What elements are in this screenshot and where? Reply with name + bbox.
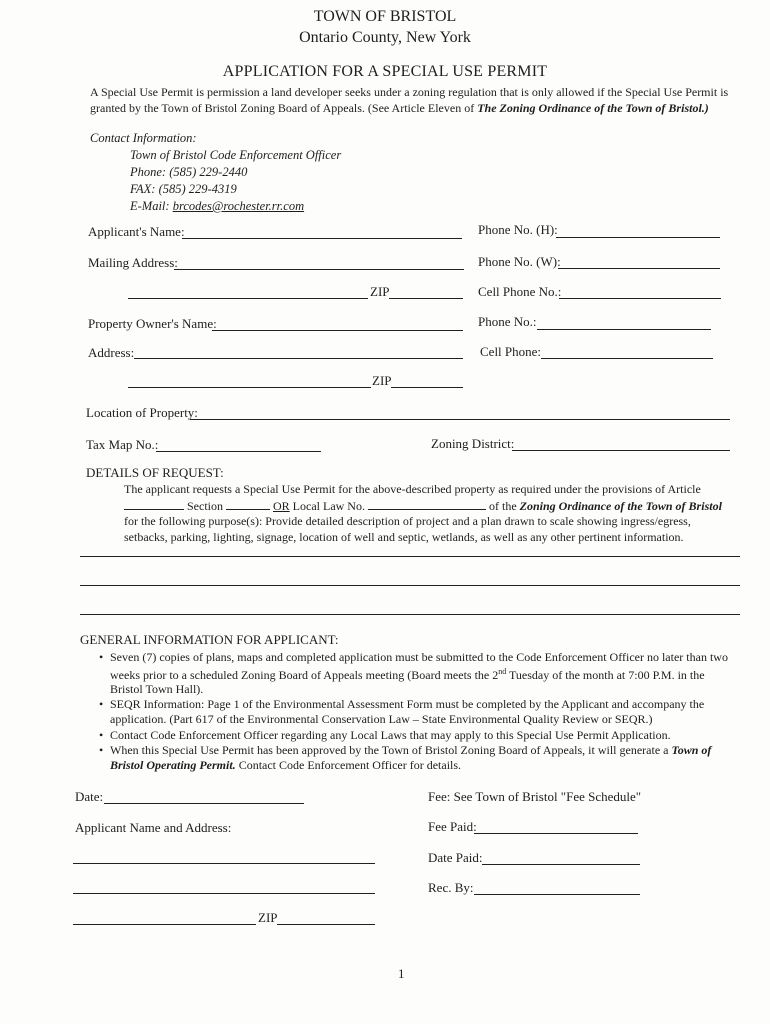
section-label: Section [187, 499, 223, 513]
tax-map-label: Tax Map No.: [86, 437, 159, 452]
contact-fax: FAX: (585) 229-4319 [130, 182, 237, 196]
applicant-name-field[interactable] [182, 238, 462, 239]
fee-schedule-label: Fee: See Town of Bristol "Fee Schedule" [428, 789, 642, 804]
phone-h-field[interactable] [556, 237, 720, 238]
general-bullet-1: • Seven (7) copies of plans, maps and completed application must be submitted to the Code Enforcement Officer no later than two weeks prior to a scheduled Zoning Board of Appeals meeting (Board meets the 2nd Tuesday of the month at 7:00 P.M. in the Bristol Town Hall). [99, 650, 728, 696]
bullet-icon: • [99, 697, 104, 711]
town-name: TOWN OF BRISTOL [313, 8, 457, 25]
applicant-name-label: Applicant's Name: [88, 224, 185, 239]
description-line-2[interactable] [80, 585, 740, 586]
applicant-address-line3-field[interactable] [73, 924, 256, 925]
bullet-icon: • [99, 650, 104, 664]
general-bullet-2: • SEQR Information: Page 1 of the Environmental Assessment Form must be completed by the Applicant and accompany the application. (Part 617 of the Environmental Conservation Law – State Environmental Quality Review or SEQR.) [99, 697, 705, 726]
contact-block [90, 130, 341, 215]
rec-by-label: Rec. By: [428, 880, 474, 895]
contact-heading: Contact Information: [90, 131, 197, 145]
contact-phone: Phone: (585) 229-2440 [130, 165, 248, 179]
details-heading: DETAILS OF REQUEST: [86, 465, 224, 480]
mailing-address-field[interactable] [174, 269, 464, 270]
zoning-district-field[interactable] [512, 450, 730, 451]
cell-phone-no-label: Cell Phone No.: [478, 284, 562, 299]
form-title: APPLICATION FOR A SPECIAL USE PERMIT [222, 63, 548, 80]
applicant-name-address-field-2[interactable] [73, 893, 375, 894]
intro-text: A Special Use Permit is permission a land developer seeks under a zoning regulation that is only allowed if the Special Use Permit is granted by the Town of Bristol Zoning Board of Appeals. (See Article Eleven of [90, 85, 729, 115]
description-line-3[interactable] [80, 614, 740, 615]
phone-h-label: Phone No. (H): [478, 222, 558, 237]
owner-phone-label: Phone No.: [478, 314, 537, 329]
contact-email-label: E-Mail: [130, 199, 173, 213]
phone-w-label: Phone No. (W): [478, 254, 561, 269]
owner-address-label: Address: [88, 345, 135, 360]
section-number-field[interactable] [226, 498, 270, 510]
cell-phone-no-field[interactable] [559, 298, 721, 299]
tax-map-field[interactable] [156, 451, 321, 452]
date-label: Date: [75, 789, 104, 804]
details-line3: for the following purpose(s): Provide detailed description of project and a plan drawn to scale showing ingress/egress, setbacks, parking, lighting, signage, location of well and septic, wetlands, as well as any other pertinent information. [124, 514, 691, 544]
section-field[interactable] [124, 498, 184, 510]
owner-address-field[interactable] [134, 358, 463, 359]
date-paid-label: Date Paid: [428, 850, 483, 865]
applicant-name-address-field-1[interactable] [73, 863, 375, 864]
mailing-address-line2-field[interactable] [128, 298, 368, 299]
ordinal-sup: nd [498, 666, 507, 676]
intro-ordinance: The Zoning Ordinance of the Town of Bristol.) [477, 101, 709, 115]
bullet-icon: • [99, 743, 104, 757]
local-law-label: Local Law No. [289, 499, 365, 513]
date-paid-field[interactable] [482, 864, 640, 865]
owner-name-label: Property Owner's Name: [88, 316, 217, 331]
footer-zip-label: ZIP [258, 910, 278, 925]
details-line2 [124, 498, 734, 514]
applicant-zip-label: ZIP [370, 284, 390, 299]
owner-phone-field[interactable] [537, 329, 711, 330]
applicant-zip-field[interactable] [389, 298, 463, 299]
applicant-name-address-label: Applicant Name and Address: [75, 820, 232, 835]
phone-w-field[interactable] [558, 268, 720, 269]
page-number: 1 [398, 966, 405, 981]
location-label: Location of Property: [86, 405, 198, 420]
owner-name-field[interactable] [212, 330, 463, 331]
intro-paragraph [90, 84, 740, 116]
county-name: Ontario County, New York [299, 29, 471, 46]
date-field[interactable] [104, 803, 304, 804]
contact-email-row [90, 198, 341, 215]
general-info-heading: GENERAL INFORMATION FOR APPLICANT: [80, 632, 339, 647]
footer-zip-field[interactable] [277, 924, 375, 925]
details-line1: The applicant requests a Special Use Permit for the above-described property as required under the provisions of Article [124, 482, 701, 496]
owner-cell-field[interactable] [541, 358, 713, 359]
zoning-district-label: Zoning District: [431, 436, 515, 451]
contact-officer: Town of Bristol Code Enforcement Officer [130, 148, 342, 162]
local-law-field[interactable] [368, 498, 486, 510]
location-field[interactable] [190, 419, 730, 420]
description-line-1[interactable] [80, 556, 740, 557]
or-label: OR [273, 499, 290, 513]
of-the-label: of the [488, 499, 520, 513]
general-bullet-4: • When this Special Use Permit has been approved by the Town of Bristol Zoning Board of Appeals, it will generate a Town of Bristol Operating Permit. Contact Code Enforcement Officer for details. [99, 743, 712, 772]
contact-email-link[interactable]: brcodes@rochester.rr.com [172, 199, 305, 213]
owner-cell-label: Cell Phone: [480, 344, 542, 359]
fee-paid-field[interactable] [474, 833, 638, 834]
details-ordinance: Zoning Ordinance of the Town of Bristol [519, 499, 722, 513]
rec-by-field[interactable] [474, 894, 640, 895]
fee-paid-label: Fee Paid: [428, 819, 477, 834]
owner-address-line2-field[interactable] [128, 387, 371, 388]
owner-zip-field[interactable] [391, 387, 463, 388]
mailing-address-label: Mailing Address: [88, 255, 178, 270]
owner-zip-label: ZIP [372, 373, 392, 388]
bullet-icon: • [99, 728, 104, 742]
general-bullet-3: • Contact Code Enforcement Officer regarding any Local Laws that may apply to this Special Use Permit Application. [99, 728, 671, 742]
